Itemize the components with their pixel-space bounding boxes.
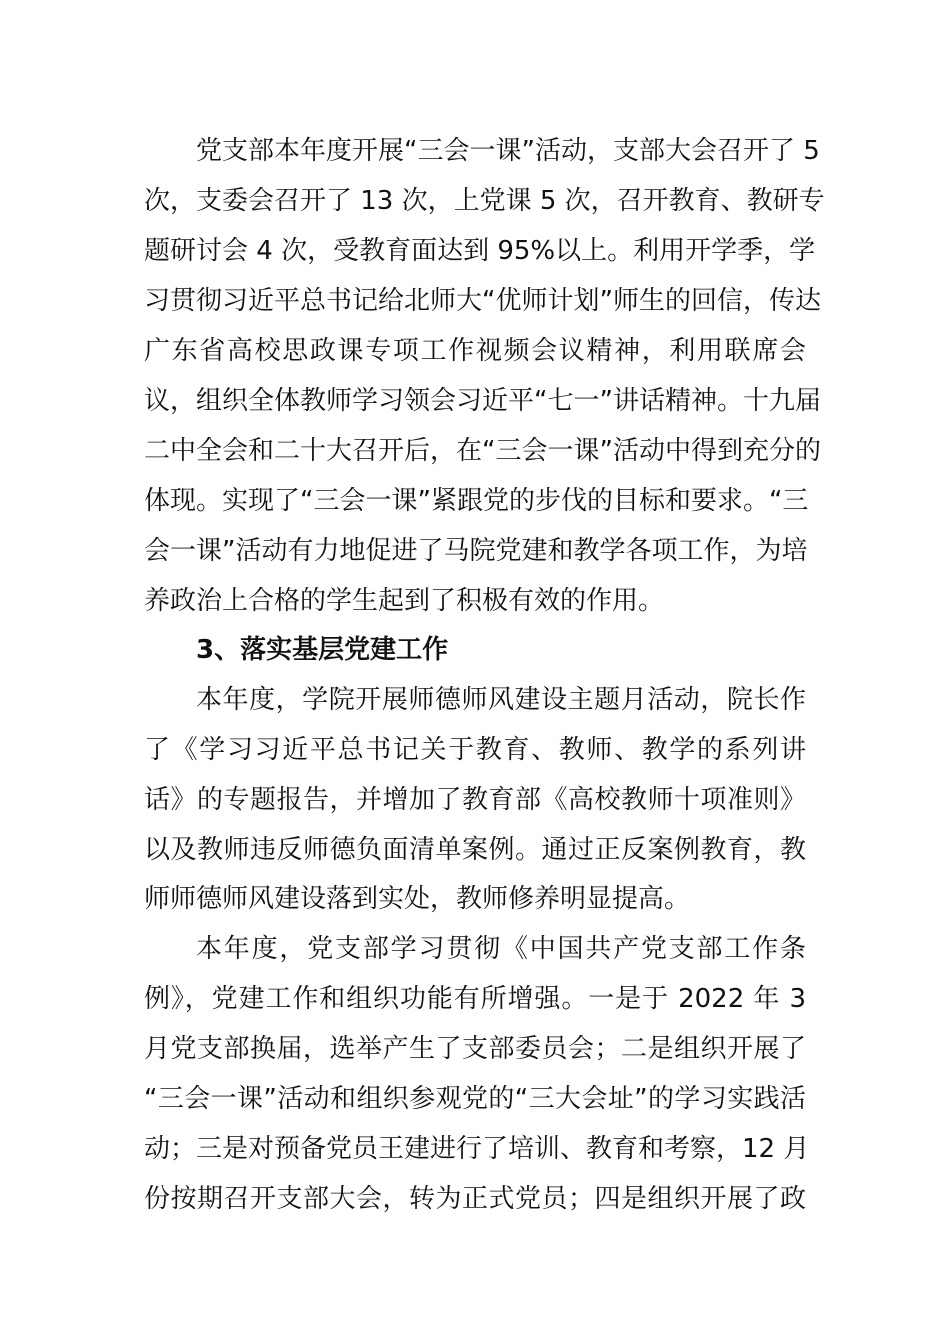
paragraph-1-line-4: 习贯彻习近平总书记给北师大“优师计划”师生的回信，传达 bbox=[144, 286, 821, 316]
paragraph-2-line-5: 师师德师风建设落到实处，教师修养明显提高。 bbox=[144, 884, 691, 914]
paragraph-3-line-1: 本年度，党支部学习贯彻《中国共产党支部工作条 bbox=[196, 934, 806, 964]
paragraph-3-line-3: 月党支部换届，选举产生了支部委员会；二是组织开展了 bbox=[144, 1034, 806, 1064]
paragraph-2-line-2: 了《学习习近平总书记关于教育、教师、教学的系列讲 bbox=[144, 735, 806, 765]
paragraph-2-line-4: 以及教师违反师德负面清单案例。通过正反案例教育，教 bbox=[144, 835, 806, 865]
paragraph-1-line-8: 体现。实现了“三会一课”紧跟党的步伐的目标和要求。“三 bbox=[144, 486, 809, 516]
paragraph-3-line-5: 动；三是对预备党员王建进行了培训、教育和考察，12 月 bbox=[144, 1134, 810, 1164]
paragraph-2-line-1: 本年度，学院开展师德师风建设主题月活动，院长作 bbox=[196, 685, 806, 715]
paragraph-3-line-4: “三会一课”活动和组织参观党的“三大会址”的学习实践活 bbox=[144, 1084, 806, 1114]
paragraph-3-line-2: 例》，党建工作和组织功能有所增强。一是于 2022 年 3 bbox=[144, 984, 806, 1014]
paragraph-1-line-3: 题研讨会 4 次，受教育面达到 95%以上。利用开学季，学 bbox=[144, 236, 816, 266]
paragraph-3-line-6: 份按期召开支部大会，转为正式党员；四是组织开展了政 bbox=[144, 1184, 806, 1214]
section-heading: 3、落实基层党建工作 bbox=[196, 635, 449, 665]
paragraph-1-line-1: 党支部本年度开展“三会一课”活动，支部大会召开了 5 bbox=[196, 136, 820, 166]
paragraph-2-line-3: 话》的专题报告，并增加了教育部《高校教师十项准则》 bbox=[144, 785, 806, 815]
paragraph-1-line-9: 会一课”活动有力地促进了马院党建和教学各项工作，为培 bbox=[144, 536, 808, 566]
paragraph-1-line-7: 二中全会和二十大召开后，在“三会一课”活动中得到充分的 bbox=[144, 436, 821, 466]
paragraph-1-line-2: 次，支委会召开了 13 次，上党课 5 次，召开教育、教研专 bbox=[144, 186, 825, 216]
paragraph-1-line-10: 养政治上合格的学生起到了积极有效的作用。 bbox=[144, 586, 665, 616]
paragraph-1-line-6: 议，组织全体教师学习领会习近平“七一”讲话精神。十九届 bbox=[144, 386, 821, 416]
paragraph-1-line-5: 广东省高校思政课专项工作视频会议精神，利用联席会 bbox=[144, 336, 806, 366]
